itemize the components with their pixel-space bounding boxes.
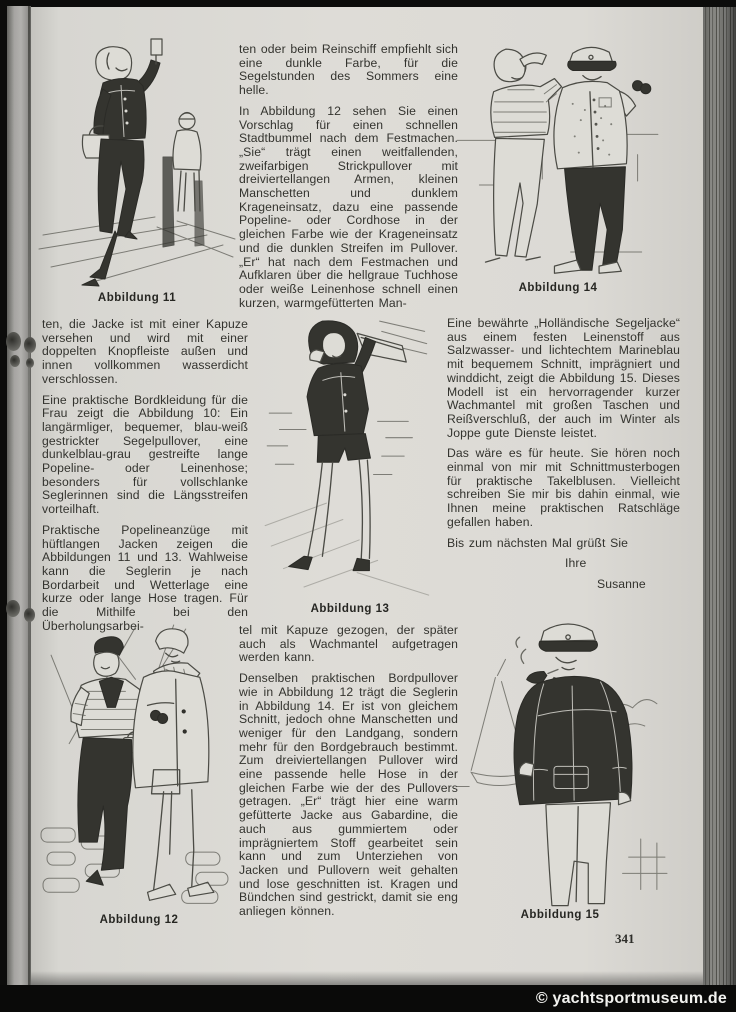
figure-caption: Abbildung 12 xyxy=(99,914,179,927)
column-middle-left xyxy=(42,318,248,640)
figure-abbildung-14 xyxy=(449,37,667,294)
figure-abbildung-11 xyxy=(37,35,237,304)
column-bottom-middle xyxy=(239,624,458,926)
page-stack-edge xyxy=(703,7,736,985)
figure-abbildung-13 xyxy=(259,315,441,615)
paragraph: Praktische Popelineanzüge mit hüftlangen Jacken zeigen die Abbildungen 11 und 13. Wahlweise kann die Seglerin je nach Bordarbeit und Wetterlage eine kurze oder lange Hose tragen. Für die Mithilfe bei den Überholungsarbei- xyxy=(42,522,248,633)
column-top-middle xyxy=(239,43,458,317)
signature-salutation: Ihre xyxy=(565,556,587,571)
punch-hole xyxy=(10,355,20,367)
figure-11-illustration xyxy=(37,35,237,290)
punch-hole xyxy=(6,332,21,351)
figure-caption: Abbildung 11 xyxy=(97,292,177,304)
paragraph: tel mit Kapuze gezogen, der später auch als Wachmantel aufgetragen werden kann. xyxy=(239,623,458,665)
paragraph: ten oder beim Reinschiff empfiehlt sich eine dunkle Farbe, für die Segelstunden des Sommers eine helle. xyxy=(239,42,458,98)
paragraph: Das wäre es für heute. Sie hören noch einmal von mir mit Schnittmusterbogen für praktische Takelblusen. Vielleicht schreiben Sie mir bis dahin einmal, wie Ihnen meine praktischen Ratschläge gefallen haben. xyxy=(447,446,680,529)
page-number: 341 xyxy=(615,931,635,946)
column-middle-right xyxy=(447,317,680,599)
watermark-text: © yachtsportmuseum.de xyxy=(535,989,727,1007)
punch-hole xyxy=(26,358,34,368)
figure-caption: Abbildung 14 xyxy=(518,282,598,295)
paragraph: ten, die Jacke ist mit einer Kapuze versehen und wird mit einer doppelten Knopfleiste außen und innen vollkommen wasserdicht verschlossen. xyxy=(42,317,248,386)
punch-hole xyxy=(24,608,35,622)
paragraph: Eine bewährte „Holländische Segeljacke“ aus einem festen Leinenstoff aus Salzwasser- und lichtechtem Marineblau mit bequemem Schnitt, imprägniert und winddicht, zeigt die Abbildung 15. Dieses Modell ist ein hervorragender kurzer Wachmantel mit großen Taschen und Reißverschluß, der auch im Winter als Joppe gute Dienste leistet. xyxy=(447,316,680,440)
figure-12-illustration xyxy=(35,619,243,912)
figure-15-illustration xyxy=(451,619,669,907)
figure-abbildung-12 xyxy=(35,619,243,926)
watermark-band xyxy=(0,985,736,1012)
figure-caption: Abbildung 13 xyxy=(310,603,390,616)
paragraph: In Abbildung 12 sehen Sie einen Vorschlag für einen schnellen Stadtbummel nach dem Festmachen. „Sie“ trägt einen weitfallenden, zweifarbigen Strickpullover mit dreiviertellangen Armen, kleinen Manschetten und dunklem Krageneinsatz, dazu eine passende Popeline- oder Cordhose in der gleichen Farbe wie der Krageneinsatz und die dunklen Streifen im Pullover. „Er“ hat nach dem Festmachen und Aufklaren über die hellgraue Tuchhose oder weiße Leinenhose schnell einen kurzen, warmgefütterten Man- xyxy=(239,103,458,310)
binding-margin xyxy=(7,6,31,986)
punch-hole xyxy=(24,337,36,353)
figure-abbildung-15 xyxy=(451,619,669,921)
paragraph: Eine praktische Bordkleidung für die Frau zeigt die Abbildung 10: Ein langärmliger, bequemer, blau-weiß gestrickter Segelpullover, eine dunkelblau-grau gestreifte lange Popeline- oder Leinenhose; besonders für vollschlanke Seglerinnen sind die Längsstreifen vorteilhaft. xyxy=(42,392,248,517)
punch-hole xyxy=(6,600,20,617)
figure-caption: Abbildung 15 xyxy=(520,908,600,921)
signature-name: Susanne xyxy=(597,576,646,591)
magazine-page xyxy=(31,7,703,985)
figure-13-illustration xyxy=(259,315,441,601)
paragraph: Denselben praktischen Bordpullover wie in Abbildung 12 trägt die Seglerin in Abbildung 14. Er ist von gleichem Schnitt, jedoch ohne Manschetten und weniger für den Landgang, sondern mehr für den Bordgebrauch bestimmt. Zum dreiviertellangen Pullover wird eine passende helle Hose in der gleichen Farbe wie der des Pullovers getragen. „Er“ trägt hier eine warm gefütterte Jacke aus Gabardine, die auch aus gummiertem oder imprägniertem Stoff gearbeitet sein kann und zum Unterziehen von Jacken und Pullovern weit gehalten und lose geschnitten ist. Kragen und Bündchen sind gestrickt, damit sie eng anliegen können. xyxy=(239,671,458,919)
paragraph: Bis zum nächsten Mal grüßt Sie xyxy=(447,535,629,550)
figure-14-illustration xyxy=(449,37,667,280)
